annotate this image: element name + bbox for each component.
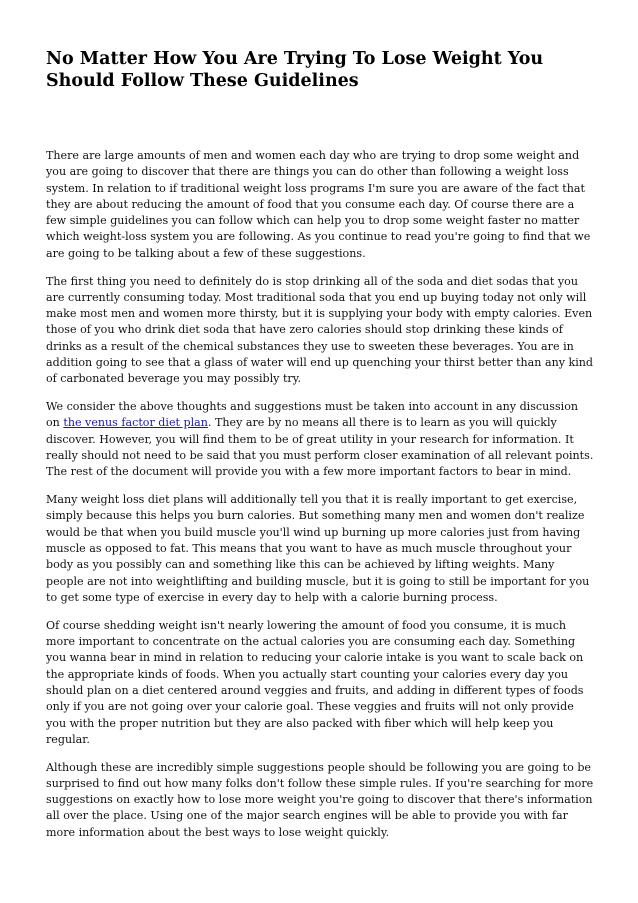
document-body — [46, 148, 594, 841]
paragraph-intro: There are large amounts of men and women each day who are trying to drop some weight and you are going to discover that there are things you can do other than following a weight loss system. In relation to if traditional weight loss programs I'm sure you are aware of the fact that they are about reducing the amount of food that you consume each day. Of course there are a few simple guidelines you can follow which can help you to drop some weight faster no matter which weight-loss system you are following. As you continue to read you're going to find that we are going to be talking about a few of these suggestions. — [46, 149, 591, 260]
document-title: No Matter How You Are Trying To Lose Weight You Should Follow These Guidelines — [46, 49, 544, 91]
paragraph-exercise: Many weight loss diet plans will additionally tell you that it is really important to get exercise, simply because this helps you burn calories. But something many men and women don't realize would be that when you build muscle you'll wind up burning up more calories just from having muscle as opposed to fat. This means that you want to have as much muscle throughout your body as you possibly can and something like this can be achieved by lifting weights. Many people are not into weightlifting and building muscle, but it is going to still be important for you to get some type of exercise in every day to help with a calorie burning process. — [46, 493, 590, 604]
venus-factor-link[interactable]: the venus factor diet plan — [63, 416, 208, 430]
paragraph-suggestions — [46, 399, 594, 480]
paragraph-suggestions-rest: . They are by no means all there is to learn as you will quickly discover. However, you will find them to be of great utility in your research for information. It really should not need to be said that you must perform closer examination of all relevant points. The rest of the document will provide you with a few more important factors to bear in mind. — [46, 416, 594, 479]
paragraph-calories: Of course shedding weight isn't nearly lowering the amount of food you consume, it is much more important to concentrate on the actual calories you are consuming each day. Something you wanna bear in mind in relation to reducing your calorie intake is you want to scale back on the appropriate kinds of foods. When you actually start counting your calories every day you should plan on a diet centered around veggies and fruits, and adding in different types of foods only if you are not going over your calorie goal. These veggies and fruits will not only provide you with the proper nutrition but they are also packed with fiber which will help keep you regular. — [46, 618, 584, 746]
paragraph-soda: The first thing you need to definitely do is stop drinking all of the soda and diet sodas that you are currently consuming today. Most traditional soda that you end up buying today not only will make most men and women more thirsty, but it is supplying your body with empty calories. Even those of you who drink diet soda that have zero calories should stop drinking these kinds of drinks as a result of the chemical substances they use to sweeten these beverages. You are in addition going to see that a glass of water will end up quenching your thirst better than any kind of carbonated beverage you may possibly try. — [46, 274, 594, 386]
document-page — [46, 48, 594, 853]
paragraph-conclusion: Although these are incredibly simple suggestions people should be following you are going to be surprised to find out how many folks don't follow these simple rules. If you're searching for more suggestions on exactly how to lose more weight you're going to discover that there's information all over the place. Using one of the major search engines will be able to provide you with far more information about the best ways to lose weight quickly. — [46, 760, 594, 839]
paragraph-suggestions-lead: We consider the above thoughts and suggestions must be taken into account in any discussion on — [46, 400, 579, 430]
